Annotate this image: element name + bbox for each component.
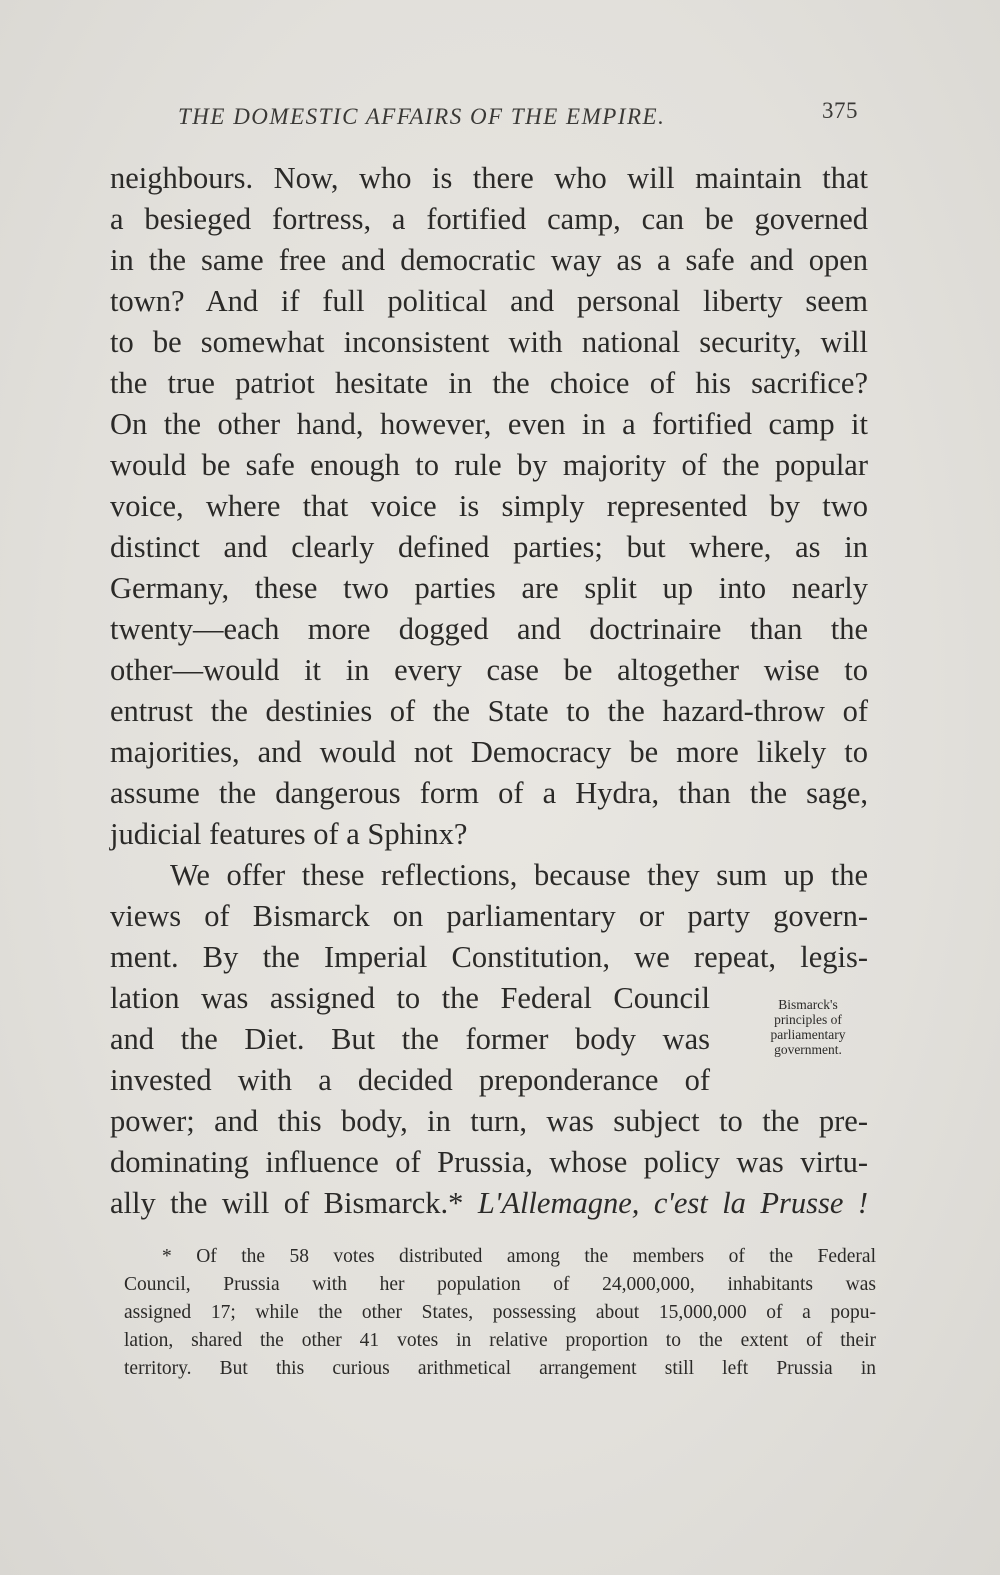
body-line: town? And if full political and personal liberty seem — [110, 284, 868, 318]
body-line: invested with a decided preponderance of — [110, 1063, 710, 1097]
body-line: the true patriot hesitate in the choice of his sacrifice? — [110, 366, 868, 400]
paragraph-start-line: We offer these reflections, because they sum up the — [170, 858, 868, 892]
body-line: views of Bismarck on parliamentary or party govern- — [110, 899, 868, 933]
body-line: voice, where that voice is simply represented by two — [110, 489, 868, 523]
footnote-line: Council, Prussia with her population of 24,000,000, inhabitants was — [124, 1274, 876, 1295]
body-line: to be somewhat inconsistent with national security, will — [110, 325, 868, 359]
body-line: would be safe enough to rule by majority of the popular — [110, 448, 868, 482]
page-number: 375 — [822, 98, 858, 123]
body-line: distinct and clearly defined parties; but where, as in — [110, 530, 868, 564]
footnote — [124, 1243, 876, 1383]
footnote-line: lation, shared the other 41 votes in relative proportion to the extent of their — [124, 1330, 876, 1351]
body-line-text: ally the will of Bismarck.* — [110, 1186, 464, 1220]
footnote-line: * Of the 58 votes distributed among the members of the Federal — [162, 1246, 876, 1267]
body-line: On the other hand, however, even in a fortified camp it — [110, 407, 868, 441]
body-line: dominating influence of Prussia, whose policy was virtu- — [110, 1145, 868, 1179]
body-line: a besieged fortress, a fortified camp, can be governed — [110, 202, 868, 236]
body-text — [110, 158, 868, 1224]
body-line: Germany, these two parties are split up into nearly — [110, 571, 868, 605]
running-head-title: THE DOMESTIC AFFAIRS OF THE EMPIRE. — [178, 104, 666, 129]
footnote-line: assigned 17; while the other States, possessing about 15,000,000 of a popu- — [124, 1302, 876, 1323]
body-line-last — [110, 1183, 868, 1224]
body-line: judicial features of a Sphinx? — [110, 817, 468, 851]
running-head — [178, 98, 868, 138]
body-line: power; and this body, in turn, was subject to the pre- — [110, 1104, 868, 1138]
body-line: entrust the destinies of the State to the hazard-throw of — [110, 694, 868, 728]
margin-note-line: parliamentary — [770, 1027, 846, 1042]
body-line: ment. By the Imperial Constitution, we repeat, legis- — [110, 940, 868, 974]
margin-note — [738, 997, 878, 1057]
body-line: majorities, and would not Democracy be more likely to — [110, 735, 868, 769]
body-line: in the same free and democratic way as a safe and open — [110, 243, 868, 277]
body-line: and the Diet. But the former body was — [110, 1022, 710, 1056]
footnote-line: territory. But this curious arithmetical arrangement still left Prussia in — [124, 1358, 876, 1379]
body-line: assume the dangerous form of a Hydra, than the sage, — [110, 776, 868, 810]
french-quote: L'Allemagne, c'est la Prusse ! — [477, 1186, 869, 1220]
body-line: other—would it in every case be altogether wise to — [110, 653, 868, 687]
body-line: twenty—each more dogged and doctrinaire than the — [110, 612, 868, 646]
body-line: lation was assigned to the Federal Council — [110, 981, 710, 1015]
margin-note-line: Bismarck's — [778, 997, 838, 1012]
margin-note-line: principles of — [774, 1012, 842, 1027]
margin-note-line: government. — [774, 1042, 842, 1057]
body-line: neighbours. Now, who is there who will maintain that — [110, 161, 868, 195]
